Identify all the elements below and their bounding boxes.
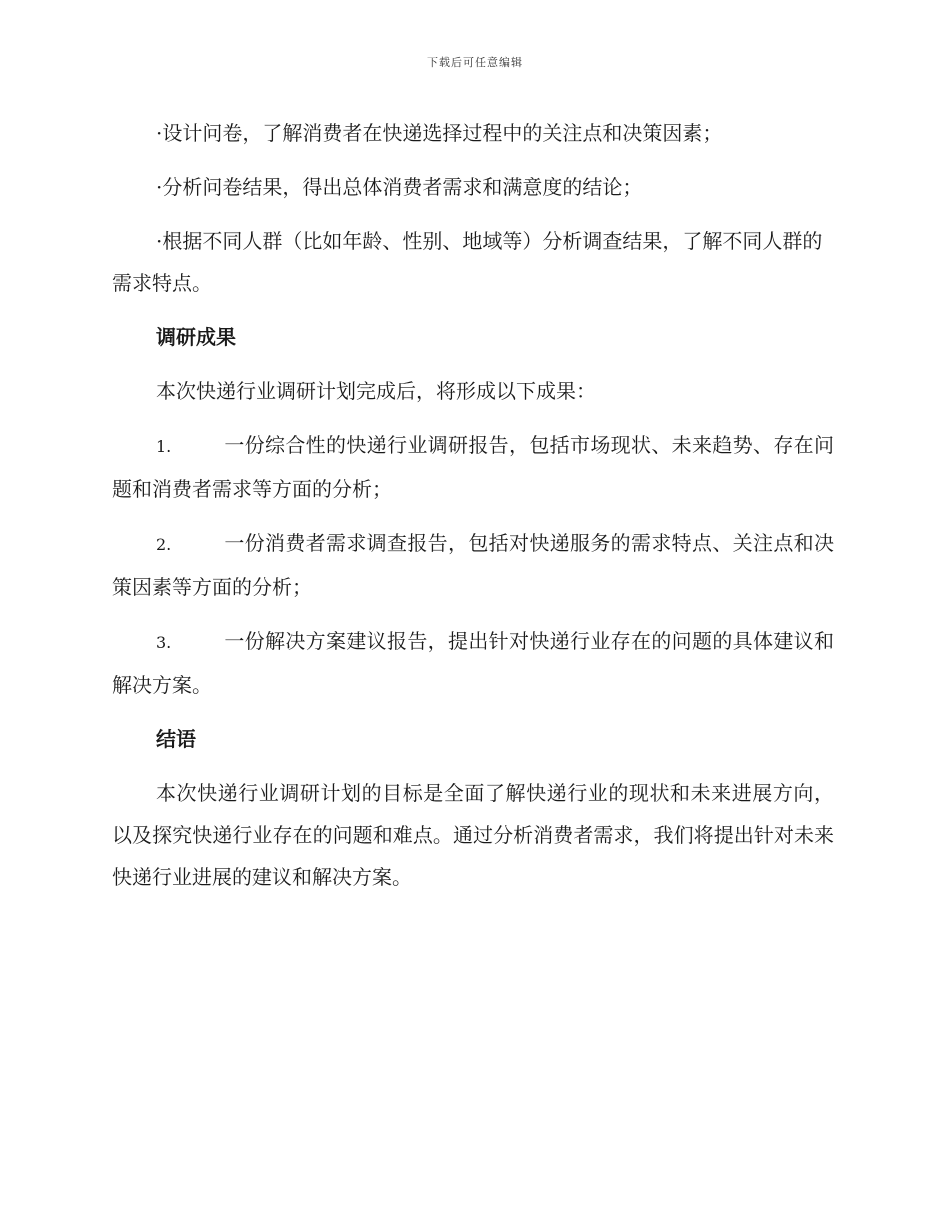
bullet-item-questionnaire: ·设计问卷，了解消费者在快递选择过程中的关注点和决策因素； [156,121,723,145]
section-heading-results: 调研成果 [156,325,236,349]
item-number: 2. [156,535,172,554]
results-item-2 [112,522,834,608]
item-text: 一份综合性的快递行业调研报告，包括市场现状、未来趋势、存在问题和消费者需求等方面的分析； [112,433,834,501]
item-text: 一份解决方案建议报告，提出针对快递行业存在的问题的具体建议和解决方案。 [112,629,834,697]
results-item-1 [112,424,834,510]
bullet-item-groups: ·根据不同人群（比如年龄、性别、地域等）分析调查结果，了解不同人群的需求特点。 [112,229,823,295]
item-text: 一份消费者需求调查报告，包括对快递服务的需求特点、关注点和决策因素等方面的分析； [112,531,834,599]
results-item-3 [112,620,834,706]
item-number: 1. [156,437,172,456]
section-heading-conclusion: 结语 [156,727,196,751]
item-number: 3. [156,633,172,652]
document-body [112,112,834,910]
conclusion-body: 本次快递行业调研计划的目标是全面了解快递行业的现状和未来进展方向，以及探究快递行业存在的问题和难点。通过分析消费者需求，我们将提出针对未来快递行业进展的建议和解决方案。 [112,781,834,889]
results-intro: 本次快递行业调研计划完成后，将形成以下成果： [156,379,596,403]
bullet-item-analysis: ·分析问卷结果，得出总体消费者需求和满意度的结论； [156,175,643,199]
header-note: 下载后可任意编辑 [427,56,523,69]
